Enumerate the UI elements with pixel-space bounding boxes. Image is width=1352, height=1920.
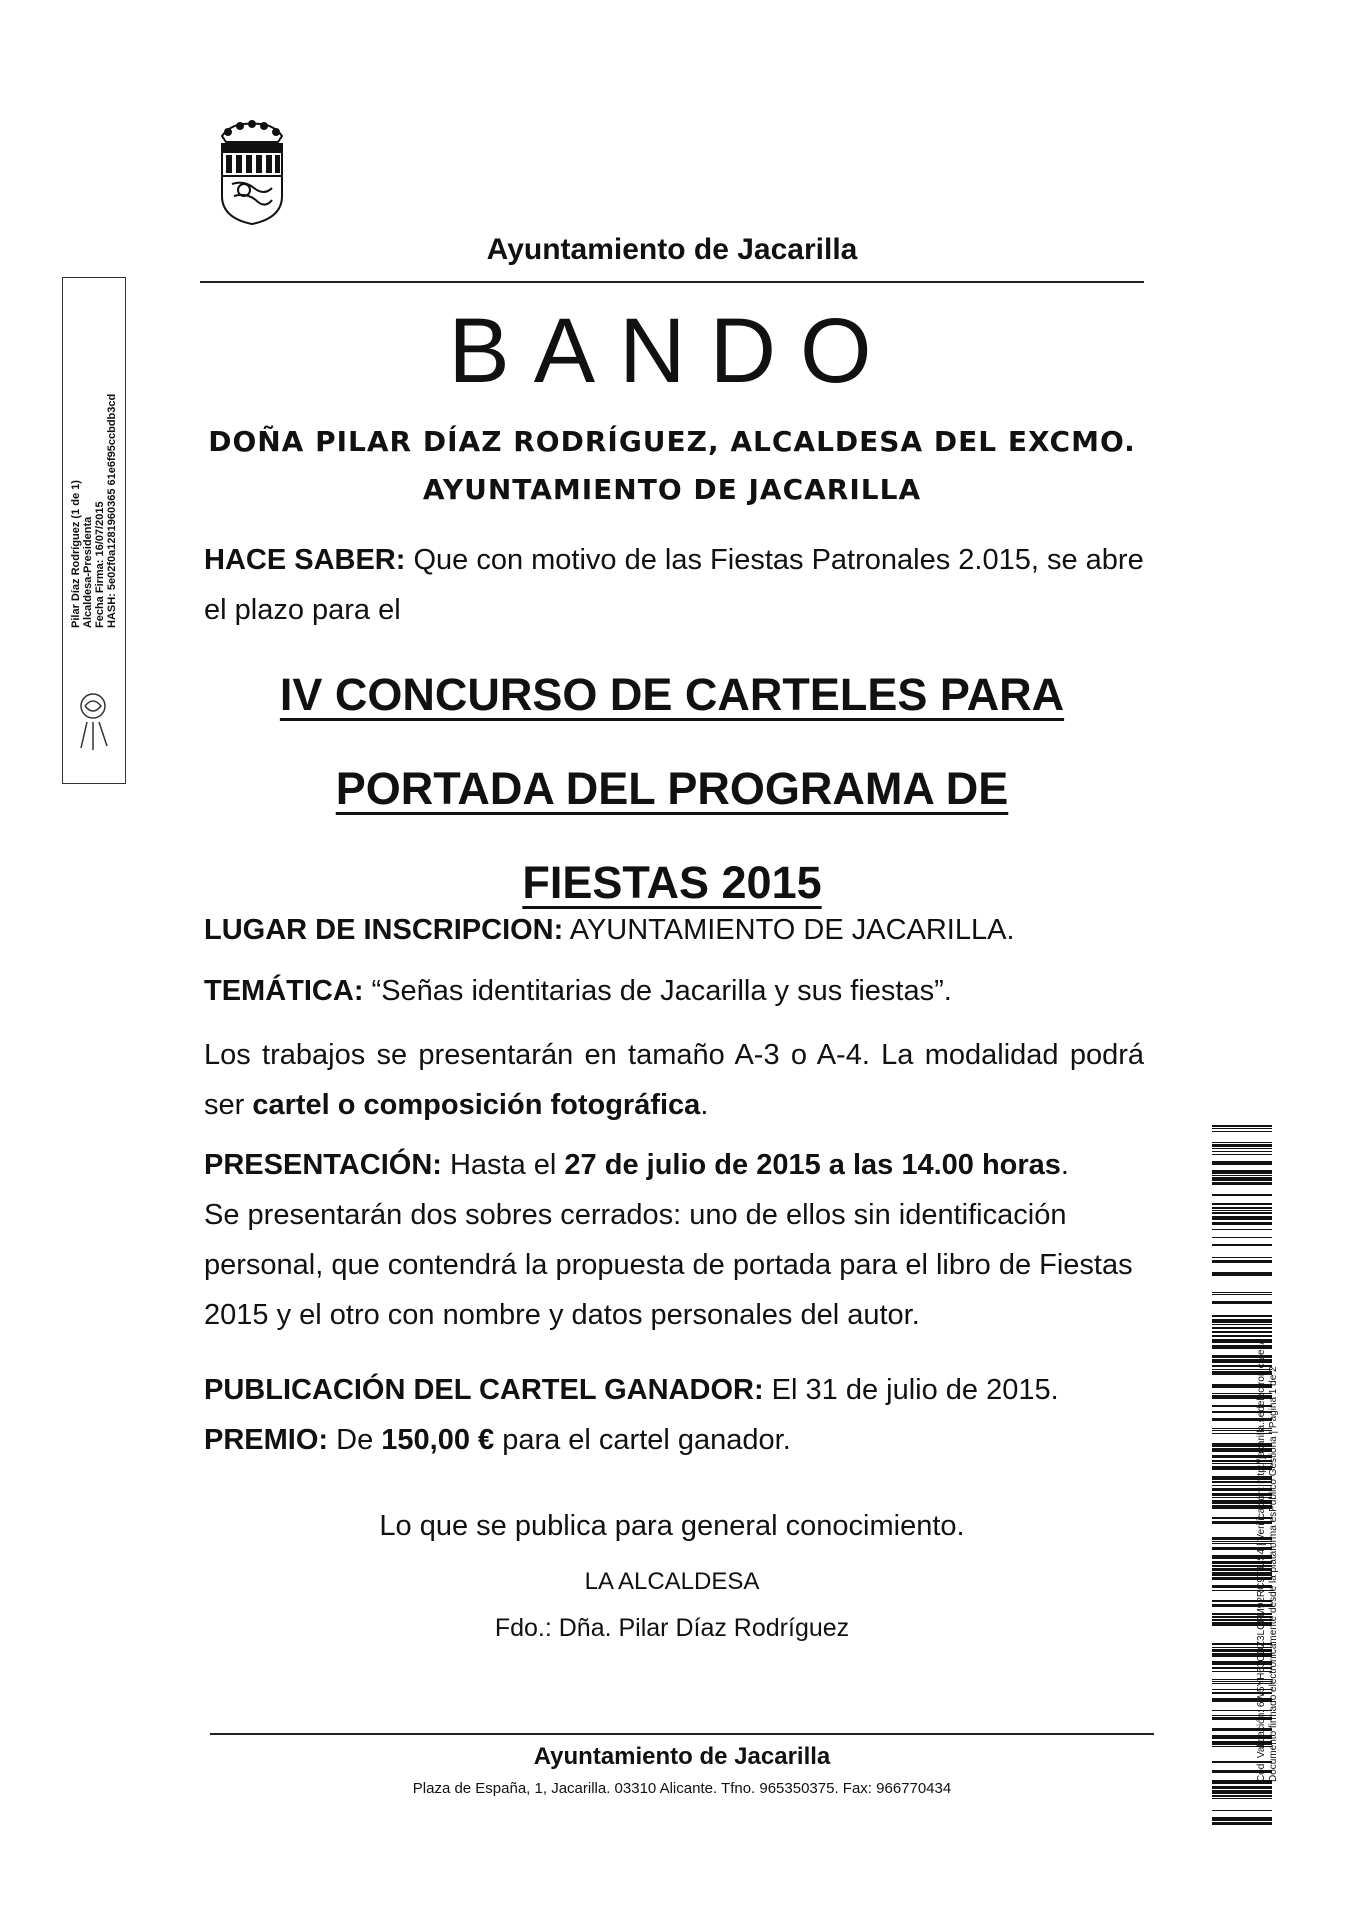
lugar-value: AYUNTAMIENTO DE JACARILLA. <box>563 914 1015 946</box>
presentacion-label: PRESENTACIÓN: <box>204 1149 442 1181</box>
signature-seal-icon <box>73 688 113 758</box>
closing-line: Lo que se publica para general conocimiento. <box>379 1510 965 1542</box>
contest-title-line-1: IV CONCURSO DE CARTELES PARA <box>279 669 1065 720</box>
mayor-line-1: DOÑA PILAR DÍAZ RODRÍGUEZ, ALCALDESA DEL EXCMO. <box>208 425 1136 458</box>
footer-address: Plaza de España, 1, Jacarilla. 03310 Alicante. Tfno. 965350375. Fax: 966770434 <box>412 1780 952 1797</box>
presentacion-deadline: 27 de julio de 2015 a las 14.00 horas <box>564 1149 1061 1181</box>
contest-title-line-2: PORTADA DEL PROGRAMA DE <box>335 763 1009 814</box>
signer-name: Fdo.: Dña. Pilar Díaz Rodríguez <box>494 1614 850 1642</box>
trabajos-text: Los trabajos se presentarán en tamaño A-3 o A-4. La modalidad podrá ser <box>204 1039 1144 1121</box>
premio-amount: 150,00 € <box>381 1424 495 1456</box>
premio-text: De <box>328 1424 382 1456</box>
signature-stamp-text: Pilar Díaz Rodríguez (1 de 1) Alcaldesa-Presidenta Fecha Firma: 16/07/2015 HASH: 5e02f0a1281960365 61e6f95ccbdb3cd <box>70 393 118 628</box>
premio-label: PREMIO: <box>204 1424 329 1456</box>
intro-paragraph <box>204 535 1144 635</box>
footer-divider <box>210 1733 1154 1735</box>
prize <box>204 1415 1144 1465</box>
registration-place <box>204 905 1144 955</box>
presentacion-details: Se presentarán dos sobres cerrados: uno de ellos sin identificación personal, que contendrá la propuesta de portada para el libro de Fiestas 2015 y el otro con nombre y datos personales del autor. <box>204 1199 1133 1331</box>
premio-end: para el cartel ganador. <box>494 1424 791 1456</box>
lugar-label: LUGAR DE INSCRIPCION: <box>204 914 564 946</box>
winner-publication <box>204 1365 1144 1415</box>
contest-title <box>200 648 1144 930</box>
presentacion-text: Hasta el <box>441 1149 565 1181</box>
publicacion-value: El 31 de julio de 2015. <box>763 1374 1059 1406</box>
mayor-line-2: AYUNTAMIENTO DE JACARILLA <box>422 473 922 506</box>
validation-text: Cód. Validación: 6W5YH63CDZ3LCFM92RC9TJJS4 | Verificación: http://jacarilla.sedelectronica.es/ Documento firmado electrónicamente desde la plataforma esPublico Gestiona | Página 1 de 2 <box>1256 1341 1279 1782</box>
presentacion-end: . <box>1060 1149 1069 1181</box>
tematica-value: “Señas identitarias de Jacarilla y sus fiestas”. <box>363 975 952 1007</box>
theme <box>204 966 1144 1016</box>
format-rules <box>204 1030 1144 1130</box>
document-title: BANDO <box>448 300 896 402</box>
coat-of-arms-icon <box>214 118 290 228</box>
publicacion-label: PUBLICACIÓN DEL CARTEL GANADOR: <box>204 1374 764 1406</box>
signer-role: LA ALCALDESA <box>584 1568 760 1595</box>
contest-title-line-3: FIESTAS 2015 <box>522 857 822 908</box>
header-divider <box>200 281 1144 283</box>
submission-section <box>204 1140 1144 1340</box>
footer-organization: Ayuntamiento de Jacarilla <box>533 1743 831 1770</box>
organization-header: Ayuntamiento de Jacarilla <box>486 233 858 266</box>
signature-stamp <box>62 277 126 784</box>
trabajos-end: . <box>700 1089 709 1121</box>
trabajos-bold: cartel o composición fotográfica <box>252 1089 701 1121</box>
tematica-label: TEMÁTICA: <box>204 975 364 1007</box>
mayor-heading <box>200 418 1144 514</box>
intro-text: Que con motivo de las Fiestas Patronales 2.015, se abre el plazo para el <box>204 544 1144 626</box>
intro-label: HACE SABER: <box>204 544 406 576</box>
